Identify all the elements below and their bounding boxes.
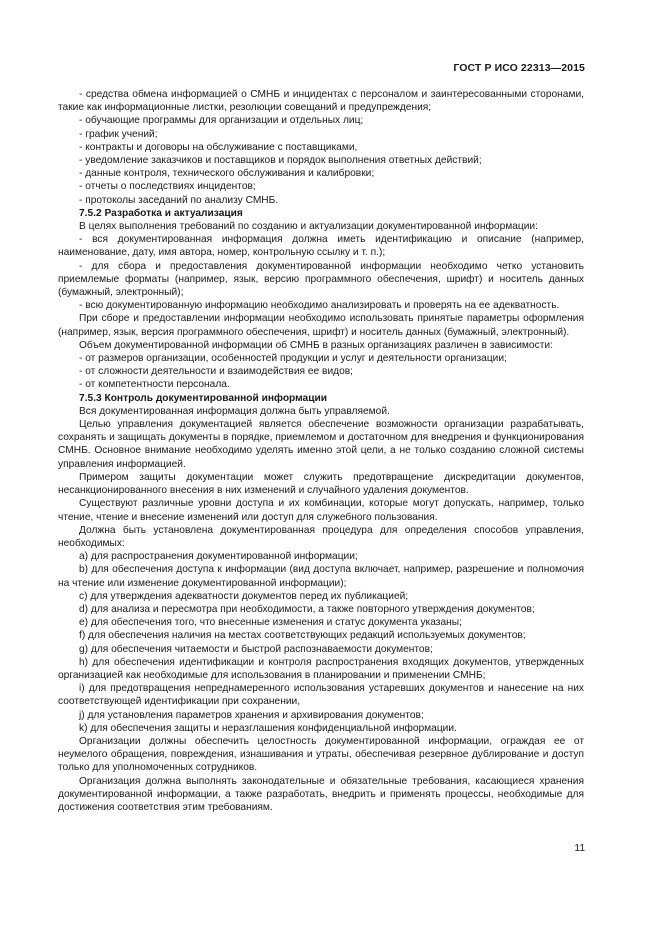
paragraph: Организации должны обеспечить целостность документированной информации, ограждая ее от неумелого обращения, повреждения, изнашивания и утраты, обеспечивая резервное дублирование и доступ только для уполномоченных сотрудников. bbox=[58, 735, 584, 774]
document-body bbox=[58, 88, 584, 814]
paragraph: - вся документированная информация должна иметь идентификацию и описание (например, наименование, дату, имя автора, номер, контрольную ссылку и т. п.); bbox=[58, 234, 584, 259]
paragraph: - от сложности деятельности и взаимодействия ее видов; bbox=[79, 366, 354, 378]
paragraph: Существуют различные уровни доступа и их комбинации, которые могут допускать, например, только чтение, чтение и внесение изменений или доступ для служебного пользования. bbox=[58, 498, 584, 523]
paragraph: Организация должна выполнять законодательные и обязательные требования, касающиеся хранения документированной информации, а также разработать, внедрить и применять процессы, необходимые для достижения соответствия этим требованиям. bbox=[58, 775, 584, 813]
paragraph: - отчеты о последствиях инцидентов; bbox=[79, 181, 256, 193]
paragraph: a) для распространения документированной информации; bbox=[79, 551, 358, 563]
paragraph: - для сбора и предоставления документированной информации необходимо четко установить приемлемые форматы (например, язык, версию программного обеспечения, шрифт) и носитель данных (бумажный, электронный); bbox=[58, 260, 584, 299]
paragraph: h) для обеспечения идентификации и контроля распространения входящих документов, утвержденных организацией как необходимые для использования в планировании и применении СМНБ; bbox=[58, 656, 584, 681]
paragraph: Объем документированной информации об СМНБ в разных организациях различен в зависимости: bbox=[79, 339, 553, 351]
paragraph: - контракты и договоры на обслуживание с поставщиками, bbox=[79, 141, 358, 153]
paragraph: - средства обмена информацией о СМНБ и инцидентах с персоналом и заинтересованными сторонами, такие как информационные листки, резолюции совещаний и предупреждения; bbox=[58, 89, 584, 114]
paragraph: - обучающие программы для организации и отдельных лиц; bbox=[79, 115, 364, 127]
paragraph: k) для обеспечения защиты и неразглашения конфиденциальной информации. bbox=[79, 722, 457, 734]
page-number: 11 bbox=[574, 843, 585, 854]
section-heading: 7.5.3 Контроль документированной информации bbox=[79, 392, 327, 404]
paragraph: e) для обеспечения того, что внесенные изменения и статус документа указаны; bbox=[79, 617, 462, 629]
paragraph: c) для утверждения адекватности документов перед их публикацией; bbox=[79, 590, 409, 602]
paragraph: Целью управления документацией является обеспечение возможности организации разрабатывать, сохранять и защищать документы в порядке, приемлемом и достаточном для внедрения и функционирования СМНБ. Основное внимание необходимо уделять именно этой цели, а не только созданию сложной системы управления информацией. bbox=[58, 419, 584, 470]
paragraph: Должна быть установлена документированная процедура для определения способов управления, необходимых: bbox=[58, 524, 584, 549]
document-code-header: ГОСТ Р ИСО 22313—2015 bbox=[453, 62, 585, 74]
paragraph: В целях выполнения требований по созданию и актуализации документированной информации: bbox=[79, 221, 538, 233]
paragraph: - протоколы заседаний по анализу СМНБ. bbox=[79, 194, 279, 206]
section-heading: 7.5.2 Разработка и актуализация bbox=[79, 207, 243, 219]
paragraph: f) для обеспечения наличия на местах соответствующих редакций используемых документов; bbox=[79, 630, 526, 642]
paragraph: - график учений; bbox=[79, 128, 158, 140]
paragraph: Вся документированная информация должна быть управляемой. bbox=[79, 405, 390, 417]
paragraph: d) для анализа и пересмотра при необходимости, а также повторного утверждения документов; bbox=[79, 603, 535, 615]
paragraph: При сборе и предоставлении информации необходимо использовать принятые параметры оформления (например, язык, версия программного обеспечения, шрифт) и носитель данных (бумажный, электронный). bbox=[58, 313, 584, 338]
paragraph: - всю документированную информацию необходимо анализировать и проверять на ее адекватность. bbox=[79, 300, 560, 312]
paragraph: j) для установления параметров хранения и архивирования документов; bbox=[79, 709, 424, 721]
paragraph: - от размеров организации, особенностей продукции и услуг и деятельности организации; bbox=[79, 353, 507, 365]
paragraph: - от компетентности персонала. bbox=[79, 379, 230, 391]
paragraph: - уведомление заказчиков и поставщиков и порядок выполнения ответных действий; bbox=[79, 155, 482, 167]
paragraph: b) для обеспечения доступа к информации (вид доступа включает, например, разрешение и полномочия на чтение или изменение документированной информации); bbox=[58, 564, 584, 589]
paragraph: i) для предотвращения непреднамеренного использования устаревших документов и нанесение на них соответствующей идентификации при сохранении, bbox=[58, 683, 584, 708]
paragraph: - данные контроля, технического обслуживания и калибровки; bbox=[79, 168, 375, 180]
paragraph: Примером защиты документации может служить предотвращение дискредитации документов, несанкционированного внесения в них изменений и случайного удаления документов. bbox=[58, 471, 584, 497]
paragraph: g) для обеспечения читаемости и быстрой распознаваемости документов; bbox=[79, 643, 433, 655]
